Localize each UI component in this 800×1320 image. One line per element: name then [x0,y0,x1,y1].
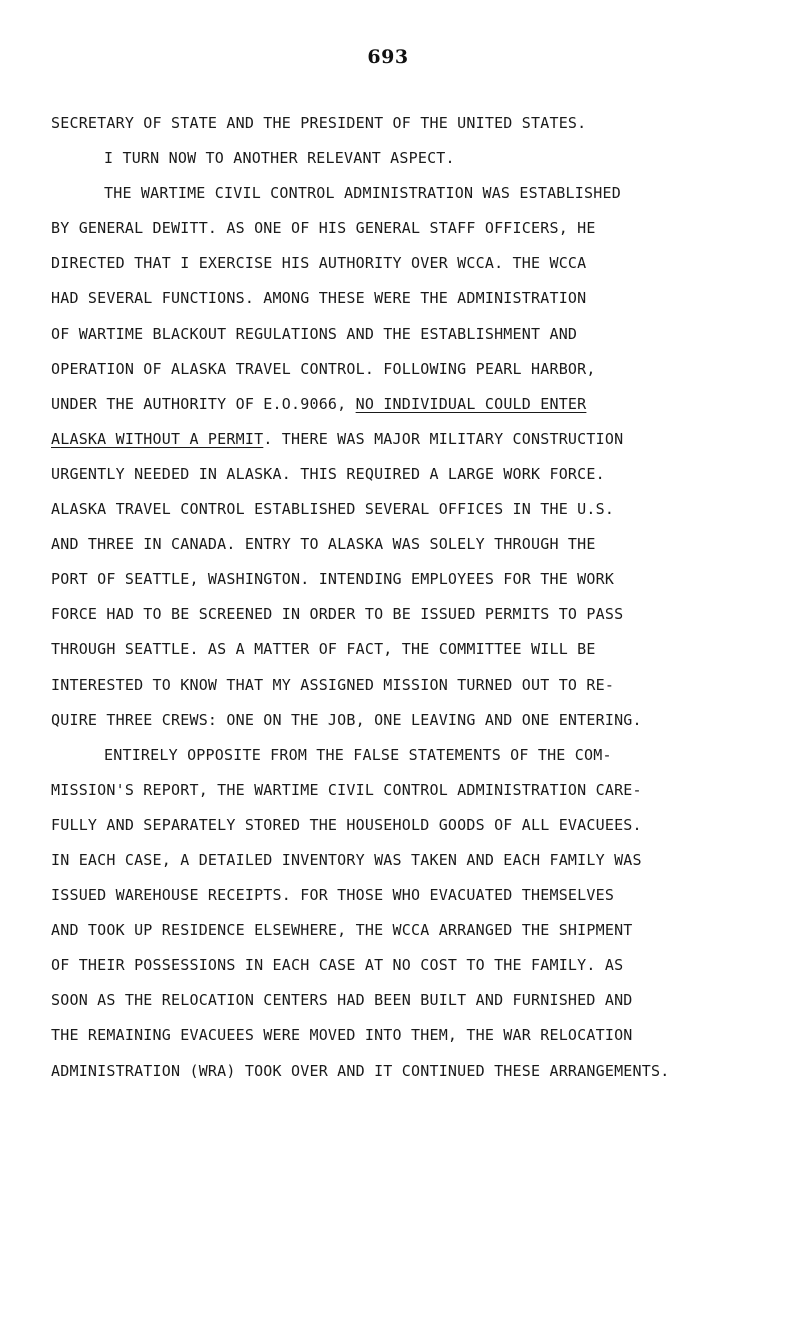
text-line: DIRECTED THAT I EXERCISE HIS AUTHORITY OVER WCCA. THE WCCA [51,254,587,273]
underlined-text: NO INDIVIDUAL COULD ENTER [355,394,587,413]
text-line: HAD SEVERAL FUNCTIONS. AMONG THESE WERE THE ADMINISTRATION [51,289,587,308]
text-line: THE WARTIME CIVIL CONTROL ADMINISTRATION WAS ESTABLISHED [104,184,621,203]
text-line: ISSUED WAREHOUSE RECEIPTS. FOR THOSE WHO EVACUATED THEMSELVES [51,886,615,905]
text-line: IN EACH CASE, A DETAILED INVENTORY WAS TAKEN AND EACH FAMILY WAS [51,850,642,869]
text-line: OF THEIR POSSESSIONS IN EACH CASE AT NO COST TO THE FAMILY. AS [51,956,624,975]
text-line: INTERESTED TO KNOW THAT MY ASSIGNED MISSION TURNED OUT TO RE- [51,675,615,694]
text-line: URGENTLY NEEDED IN ALASKA. THIS REQUIRED A LARGE WORK FORCE. [51,464,605,483]
text-line: FULLY AND SEPARATELY STORED THE HOUSEHOLD GOODS OF ALL EVACUEES. [51,815,642,834]
text-line: THE REMAINING EVACUEES WERE MOVED INTO THEM, THE WAR RELOCATION [51,1026,633,1045]
text-line: AND TOOK UP RESIDENCE ELSEWHERE, THE WCCA ARRANGED THE SHIPMENT [51,921,633,940]
text-line: ALASKA TRAVEL CONTROL ESTABLISHED SEVERAL OFFICES IN THE U.S. [51,500,615,519]
text-line: QUIRE THREE CREWS: ONE ON THE JOB, ONE LEAVING AND ONE ENTERING. [51,710,642,729]
text-line: OF WARTIME BLACKOUT REGULATIONS AND THE ESTABLISHMENT AND [51,324,578,343]
text-line: ENTIRELY OPPOSITE FROM THE FALSE STATEMENTS OF THE COM- [104,745,612,764]
text-line: THROUGH SEATTLE. AS A MATTER OF FACT, THE COMMITTEE WILL BE [51,640,596,659]
body-text [51,106,771,1089]
text-line: UNDER THE AUTHORITY OF E.O.9066, NO INDIVIDUAL COULD ENTER [51,394,587,413]
text-line: AND THREE IN CANADA. ENTRY TO ALASKA WAS SOLELY THROUGH THE [51,535,596,554]
text-line: MISSION'S REPORT, THE WARTIME CIVIL CONTROL ADMINISTRATION CARE- [51,780,642,799]
text-line: FORCE HAD TO BE SCREENED IN ORDER TO BE ISSUED PERMITS TO PASS [51,605,624,624]
text-line: I TURN NOW TO ANOTHER RELEVANT ASPECT. [104,149,455,168]
underlined-text: ALASKA WITHOUT A PERMIT [51,429,264,448]
text-line: SECRETARY OF STATE AND THE PRESIDENT OF THE UNITED STATES. [51,114,587,132]
text-line: BY GENERAL DEWITT. AS ONE OF HIS GENERAL STAFF OFFICERS, HE [51,219,596,238]
text-line: ADMINISTRATION (WRA) TOOK OVER AND IT CONTINUED THESE ARRANGEMENTS. [51,1061,670,1080]
text-line: OPERATION OF ALASKA TRAVEL CONTROL. FOLLOWING PEARL HARBOR, [51,359,596,378]
page-number: 693 [367,46,409,68]
text-line: SOON AS THE RELOCATION CENTERS HAD BEEN BUILT AND FURNISHED AND [51,991,633,1010]
text-line: ALASKA WITHOUT A PERMIT. THERE WAS MAJOR MILITARY CONSTRUCTION [51,429,624,448]
text-line: PORT OF SEATTLE, WASHINGTON. INTENDING EMPLOYEES FOR THE WORK [51,570,615,589]
